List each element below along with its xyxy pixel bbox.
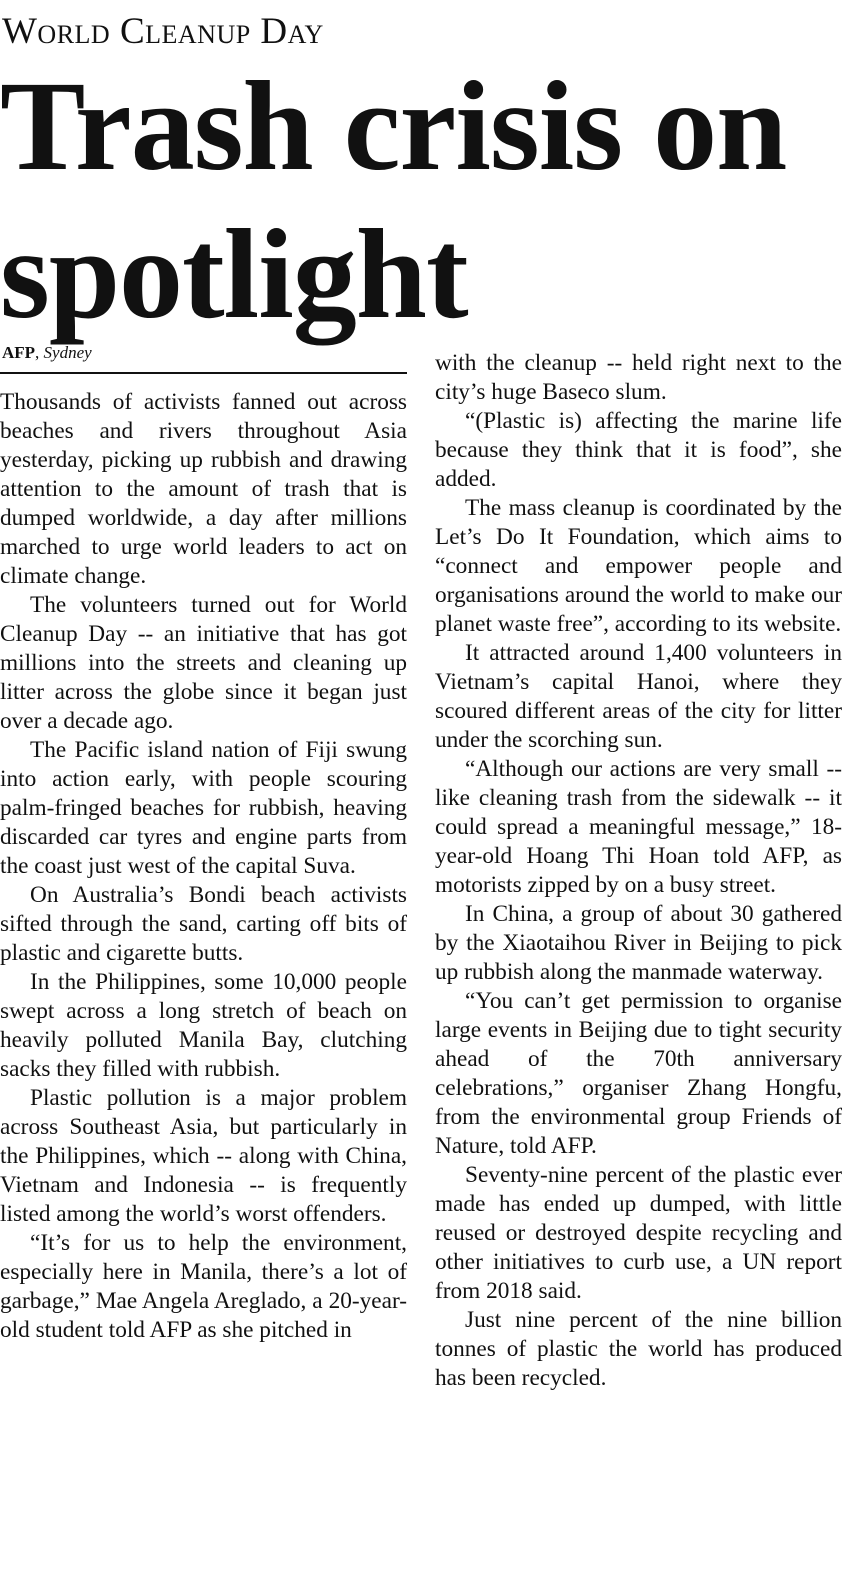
- paragraph: The mass cleanup is coordinated by the Let’s Do It Foundation, which aims to “connect and empower people and organisations around the world to make our planet waste free”, according to its website.: [435, 495, 842, 637]
- paragraph: Thousands of activists fanned out across beaches and rivers throughout Asia yesterday, picking up rubbish and drawing attention to the amount of trash that is dumped worldwide, a day after millions marched to urge world leaders to act on climate change.: [0, 389, 407, 589]
- paragraph: “Although our actions are very small -- like cleaning trash from the sidewalk -- it could spread a meaningful message,” 18-year-old Hoang Thi Hoan told AFP, as motorists zipped by on a busy street.: [435, 756, 842, 898]
- section-kicker: World Cleanup Day: [2, 11, 324, 52]
- paragraph: with the cleanup -- held right next to the city’s huge Baseco slum.: [435, 350, 842, 405]
- byline-city: Sydney: [43, 343, 92, 362]
- paragraph: Seventy-nine percent of the plastic ever made has ended up dumped, with little reused or destroyed despite recycling and other initiatives to curb use, a UN report from 2018 said.: [435, 1162, 842, 1304]
- paragraph: Plastic pollution is a major problem across Southeast Asia, but particularly in the Philippines, which -- along with China, Vietnam and Indonesia -- is frequently listed among the world’s worst offenders.: [0, 1085, 407, 1227]
- paragraph: In the Philippines, some 10,000 people swept across a long stretch of beach on heavily polluted Manila Bay, clutching sacks they filled with rubbish.: [0, 969, 407, 1082]
- paragraph: “(Plastic is) affecting the marine life because they think that it is food”, she added.: [435, 408, 842, 492]
- paragraph: It attracted around 1,400 volunteers in Vietnam’s capital Hanoi, where they scoured different areas of the city for litter under the scorching sun.: [435, 640, 842, 753]
- paragraph: On Australia’s Bondi beach activists sifted through the sand, carting off bits of plastic and cigarette butts.: [0, 882, 407, 966]
- paragraph: Just nine percent of the nine billion tonnes of plastic the world has produced has been recycled.: [435, 1307, 842, 1391]
- paragraph: The volunteers turned out for World Cleanup Day -- an initiative that has got millions into the streets and cleaning up litter across the globe since it began just over a decade ago.: [0, 592, 407, 734]
- paragraph: “It’s for us to help the environment, especially here in Manila, there’s a lot of garbage,” Mae Angela Areglado, a 20-year-old student told AFP as she pitched in: [0, 1230, 407, 1343]
- byline: AFP, Sydney: [2, 343, 92, 362]
- paragraph: The Pacific island nation of Fiji swung into action early, with people scouring palm-fringed beaches for rubbish, heaving discarded car tyres and engine parts from the coast just west of the capital Suva.: [0, 737, 407, 879]
- article-column-1: [0, 388, 407, 1345]
- paragraph: In China, a group of about 30 gathered by the Xiaotaihou River in Beijing to pick up rubbish along the manmade waterway.: [435, 901, 842, 985]
- paragraph: “You can’t get permission to organise large events in Beijing due to tight security ahead of the 70th anniversary celebrations,” organiser Zhang Hongfu, from the environmental group Friends of Nature, told AFP.: [435, 988, 842, 1159]
- byline-agency: AFP: [2, 343, 36, 362]
- byline-rule: [0, 372, 407, 374]
- headline: Trash crisis on spotlight: [0, 55, 787, 345]
- article-column-2: [435, 349, 842, 1393]
